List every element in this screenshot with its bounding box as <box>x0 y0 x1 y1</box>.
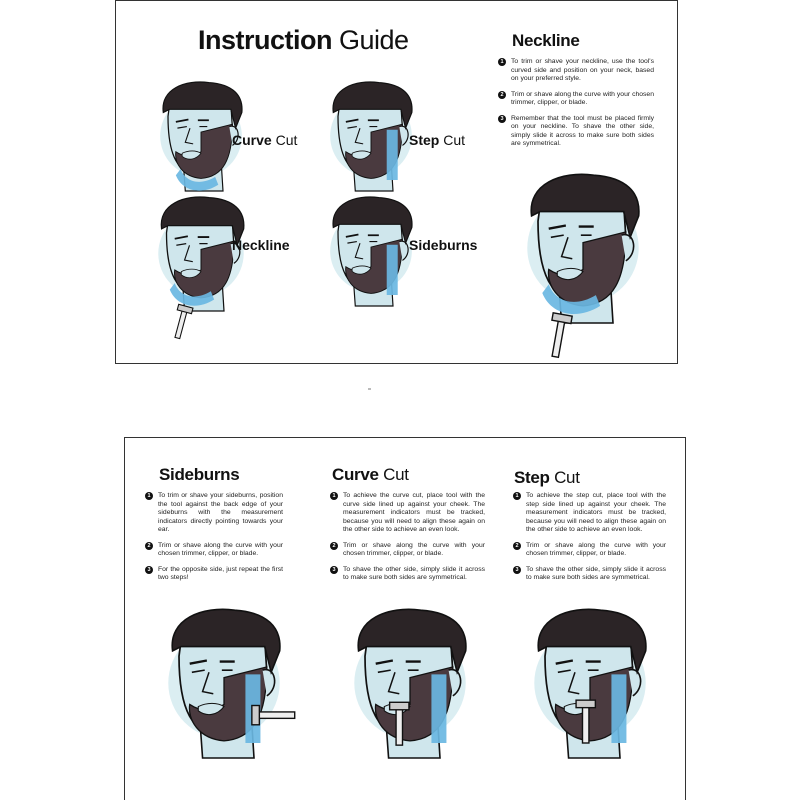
neckline-step: 2 Trim or shave along the curve with your chosen trimmer, clipper, or blade. <box>498 91 654 108</box>
step-cut-step: 2 Trim or shave along the curve with your chosen trimmer, clipper, or blade. <box>513 542 666 559</box>
sideburns-step: 2 Trim or shave along the curve with your chosen trimmer, clipper, or blade. <box>145 542 283 559</box>
sideburns-step: 1 To trim or shave your sideburns, position the tool against the back edge of your sideburns with the measurement indicators directly pointing towards your ear. <box>145 492 283 535</box>
curve-cut-step: 1 To achieve the curve cut, place tool with the curve side lined up against your cheek. The measurement indicators must be tracked, because you will need to align these again on the other side to achieve an even look. <box>330 492 485 535</box>
sideburns-steps <box>145 492 283 590</box>
neckline-step: 3 Remember that the tool must be placed firmly on your neckline. To shave the other side, simply slide it across to make sure both sides are symmetrical. <box>498 115 654 149</box>
neckline-large-illustration <box>518 173 648 323</box>
style-label-curve-cut: Curve Cut <box>232 132 298 148</box>
neckline-heading: Neckline <box>512 31 580 50</box>
curve-cut-steps <box>330 492 485 590</box>
neckline-steps <box>498 58 654 156</box>
step-cut-steps <box>513 492 666 590</box>
step-cut-step: 3 To shave the other side, simply slide it across to make sure both sides are symmetrical. <box>513 566 666 583</box>
instruction-detail-sheet <box>124 437 686 800</box>
curve-cut-large-illustration <box>345 608 475 758</box>
stray-mark <box>368 388 371 390</box>
instruction-guide-sheet <box>115 0 678 364</box>
step-cut-heading: Step Cut <box>514 468 580 487</box>
sideburns-heading: Sideburns <box>159 465 240 484</box>
curve-cut-step: 2 Trim or shave along the curve with your chosen trimmer, clipper, or blade. <box>330 542 485 559</box>
step-cut-large-illustration <box>525 608 655 758</box>
neckline-illustration <box>146 196 256 311</box>
curve-cut-heading: Curve Cut <box>332 465 409 484</box>
style-label-step-cut: Step Cut <box>409 132 466 148</box>
style-label-sideburns: Sideburns <box>409 237 478 253</box>
sideburns-step: 3 For the opposite side, just repeat the first two steps! <box>145 566 283 583</box>
style-label-neckline: Neckline <box>232 237 290 253</box>
curve-cut-step: 3 To shave the other side, simply slide it across to make sure both sides are symmetrical. <box>330 566 485 583</box>
neckline-step: 1 To trim or shave your neckline, use the tool's curved side and position on your neck, based on your preferred style. <box>498 58 654 84</box>
sideburns-large-illustration <box>159 608 289 758</box>
step-cut-step: 1 To achieve the step cut, place tool with the step side lined up against your cheek. The measurement indicators must be tracked, because you will need to align these again on the other side to achieve an even look. <box>513 492 666 535</box>
guide-title: Instruction Guide <box>198 25 409 55</box>
